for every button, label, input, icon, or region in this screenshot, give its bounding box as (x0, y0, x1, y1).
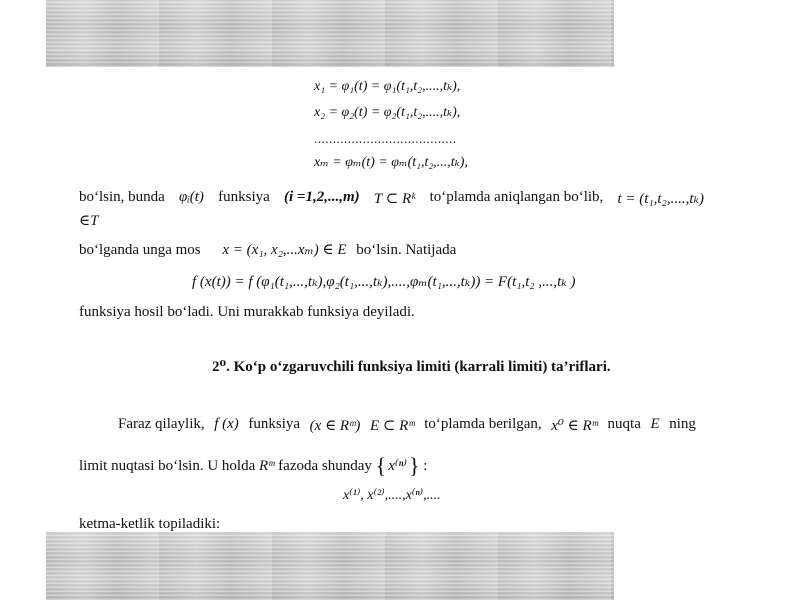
section-title: 2⁰. Ko‘p o‘zgaruvchili funksiya limiti (karrali limiti) ta’riflari. (212, 359, 611, 375)
para5-text-a: limit nuqtasi bo‘lsin. U holda (79, 458, 256, 474)
para4-text-f: to‘plamda berilgan, (424, 416, 542, 432)
equation-x2: x₂ = φ₂(t) = φ₂(t₁,t₂,....,tₖ), (314, 105, 461, 120)
paragraph-6: ketma-ketlik topiladiki: (79, 516, 221, 532)
para1-tuple-t: t = (t₁,t₂,....,tₖ) (617, 191, 704, 207)
equation-ellipsis: ...................................... (314, 131, 457, 146)
para1-in-T: ∈T (79, 213, 99, 229)
equation-xm: xₘ = φₘ(t) = φₘ(t₁,t₂,...,tₖ), (314, 155, 468, 170)
top-scan-band (46, 0, 614, 67)
para4-text-j: ning (669, 416, 696, 432)
right-brace: } (408, 453, 420, 478)
para1-text-f: to‘plamda aniqlangan bo‘lib, (429, 189, 604, 205)
para4-text-h: nuqta (607, 416, 641, 432)
paragraph-4 (118, 416, 696, 435)
equation-x1: x₁ = φ₁(t) = φ₁(t₁,t₂,....,tₖ), (314, 79, 461, 94)
paragraph-5 (79, 453, 427, 479)
paragraph-3: funksiya hosil bo‘ladi. Uni murakkab funksiya deyiladi. (79, 304, 415, 320)
para5-text-c: fazoda shunday (278, 458, 372, 474)
para4-x0: x⁰ ∈ Rᵐ (551, 418, 598, 434)
para2-text-a: bo‘lganda unga mos (79, 242, 201, 258)
para4-text-c: funksiya (248, 416, 301, 432)
para1-text-c: funksiya (218, 189, 270, 205)
sequence-line: x⁽¹⁾, x⁽²⁾,....,x⁽ⁿ⁾,.... (343, 488, 441, 503)
para4-x-in-Rm: (x ∈ Rᵐ) (309, 418, 361, 434)
para5-colon: : (423, 458, 428, 474)
para4-E: E (650, 416, 660, 432)
para4-text-a: Faraz qilaylik, (118, 416, 205, 432)
para2-x-tuple: x = (x₁, x₂,...xₘ) ∈ E (222, 242, 347, 258)
para1-index-range: (i =1,2,...,m) (284, 189, 360, 205)
para2-text-c: bo‘lsin. Natijada (356, 242, 457, 258)
para4-fx: f (x) (214, 416, 239, 432)
para1-set-T: T ⊂ Rᵏ (373, 191, 416, 207)
para4-E-subset: E ⊂ Rᵐ (369, 418, 415, 434)
paragraph-2 (79, 240, 456, 259)
paragraph-1-line-1 (79, 189, 704, 208)
para5-Rm: Rᵐ (259, 458, 275, 474)
para1-phi-i: φᵢ(t) (179, 189, 204, 205)
left-brace: { (375, 453, 387, 478)
composite-function-equation: f (x(t)) = f (φ₁(t₁,...,tₖ),φ₂(t₁,...,tₖ),....,φₘ(t₁,...,tₖ)) = F(t₁,t₂ ,...,tₖ ) (192, 274, 576, 290)
para1-text-a: bo‘lsin, bunda (79, 189, 165, 205)
bottom-scan-band (46, 532, 614, 600)
para5-sequence-term: x⁽ⁿ⁾ (388, 458, 407, 474)
